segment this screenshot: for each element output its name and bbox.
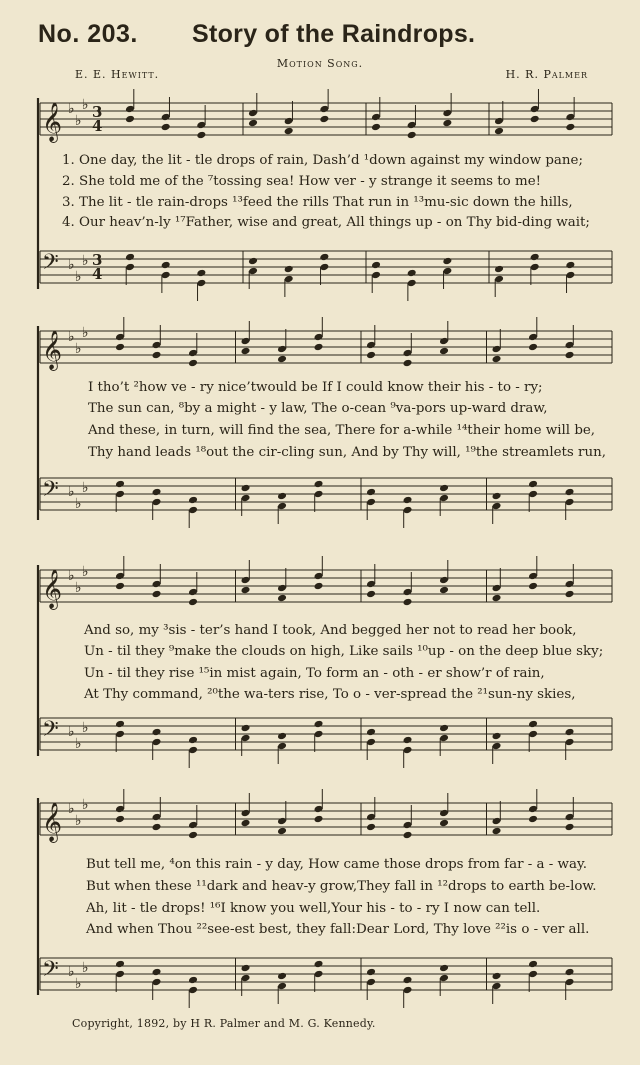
note-head bbox=[366, 351, 376, 360]
note-head bbox=[152, 728, 162, 737]
flat-sign: ♭ bbox=[75, 813, 82, 829]
note-head bbox=[442, 119, 452, 128]
note-head bbox=[565, 590, 575, 599]
note-head bbox=[284, 127, 294, 136]
note-head bbox=[277, 355, 287, 364]
copyright-notice: Copyright, 1892, by H R. Palmer and M. G. Kennedy. bbox=[72, 1017, 376, 1030]
note-head bbox=[371, 123, 381, 132]
note-head bbox=[492, 972, 502, 981]
flat-sign: ♭ bbox=[82, 325, 89, 341]
note-head bbox=[314, 582, 324, 591]
verse-line: And so, my ³sis - ter’s hand I took, And begged her not to read her book, bbox=[84, 623, 577, 638]
note-head bbox=[188, 359, 198, 368]
note-head bbox=[528, 815, 538, 824]
treble-clef: 𝄞 bbox=[42, 802, 63, 842]
note-head bbox=[492, 355, 502, 364]
note-head bbox=[403, 736, 413, 745]
treble-clef: 𝄞 bbox=[42, 569, 63, 609]
note-head bbox=[407, 269, 417, 278]
note-head bbox=[439, 819, 449, 828]
flat-sign: ♭ bbox=[82, 253, 89, 269]
verse-line: Thy hand leads ¹⁸out the cir-cling sun, And by Thy will, ¹⁹the streamlets run, bbox=[88, 445, 606, 460]
flat-sign: ♭ bbox=[82, 480, 89, 496]
note-head bbox=[161, 261, 171, 270]
note-head bbox=[528, 343, 538, 352]
note-head bbox=[115, 582, 125, 591]
verse-line: Ah, lit - tle drops! ¹⁶I know you well,Your his - to - ry I now can tell. bbox=[86, 901, 541, 916]
treble-clef: 𝄞 bbox=[42, 102, 63, 142]
verse-line: Un - til they ⁹make the clouds on high, Like sails ¹⁰up - on the deep blue sky; bbox=[84, 644, 604, 659]
time-signature: 3 bbox=[92, 103, 103, 121]
note-head bbox=[366, 728, 376, 737]
flat-sign: ♭ bbox=[75, 341, 82, 357]
verse-line: At Thy command, ²⁰the wa-ters rise, To o - ver-spread the ²¹sun-ny skies, bbox=[84, 687, 576, 702]
bass-clef: 𝄢 bbox=[42, 717, 59, 747]
verse-line: I tho’t ²how ve - ry nice’twould be If I could know their his - to - ry; bbox=[88, 380, 543, 395]
flat-sign: ♭ bbox=[75, 113, 82, 129]
note-head bbox=[115, 815, 125, 824]
bass-clef: 𝄢 bbox=[42, 957, 59, 987]
note-head bbox=[241, 347, 251, 356]
note-head bbox=[314, 960, 324, 969]
note-head bbox=[439, 484, 449, 493]
note-head bbox=[161, 123, 171, 132]
note-head bbox=[248, 119, 258, 128]
note-head bbox=[565, 728, 575, 737]
flat-sign: ♭ bbox=[75, 269, 82, 285]
verse-line: But when these ¹¹dark and heav-y grow,They fall in ¹²drops to earth be-low. bbox=[86, 879, 597, 894]
hymn-title: Story of the Raindrops. bbox=[192, 20, 476, 48]
note-head bbox=[152, 488, 162, 497]
note-head bbox=[314, 815, 324, 824]
note-head bbox=[125, 115, 135, 124]
note-head bbox=[277, 732, 287, 741]
lyricist: E. E. Hewitt. bbox=[75, 68, 160, 81]
note-head bbox=[403, 976, 413, 985]
flat-sign: ♭ bbox=[75, 496, 82, 512]
note-head bbox=[248, 257, 258, 266]
verse-line: 3. The lit - tle rain-drops ¹³feed the rills That run in ¹³mu-sic down the hills, bbox=[62, 195, 573, 210]
note-head bbox=[492, 732, 502, 741]
note-head bbox=[241, 724, 251, 733]
time-signature: 4 bbox=[92, 117, 103, 135]
note-head bbox=[188, 831, 198, 840]
note-head bbox=[188, 976, 198, 985]
note-head bbox=[528, 480, 538, 489]
note-head bbox=[528, 582, 538, 591]
note-head bbox=[366, 823, 376, 832]
flat-sign: ♭ bbox=[75, 976, 82, 992]
verse-line: But tell me, ⁴on this rain - y day, How came those drops from far - a - way. bbox=[86, 857, 588, 872]
verse-line: And when Thou ²²see-est best, they fall:Dear Lord, Thy love ²²is o - ver all. bbox=[86, 922, 590, 937]
note-head bbox=[152, 823, 162, 832]
note-head bbox=[241, 586, 251, 595]
flat-sign: ♭ bbox=[68, 101, 75, 117]
flat-sign: ♭ bbox=[82, 97, 89, 113]
note-head bbox=[241, 484, 251, 493]
note-head bbox=[314, 480, 324, 489]
note-head bbox=[565, 968, 575, 977]
note-head bbox=[528, 960, 538, 969]
note-head bbox=[407, 131, 417, 140]
flat-sign: ♭ bbox=[82, 797, 89, 813]
note-head bbox=[115, 343, 125, 352]
note-head bbox=[565, 823, 575, 832]
time-signature: 3 bbox=[92, 251, 103, 269]
note-head bbox=[277, 594, 287, 603]
note-head bbox=[277, 972, 287, 981]
note-head bbox=[196, 131, 206, 140]
note-head bbox=[492, 827, 502, 836]
note-head bbox=[439, 347, 449, 356]
note-head bbox=[565, 488, 575, 497]
flat-sign: ♭ bbox=[68, 329, 75, 345]
flat-sign: ♭ bbox=[82, 564, 89, 580]
note-head bbox=[152, 968, 162, 977]
note-head bbox=[492, 594, 502, 603]
note-head bbox=[439, 586, 449, 595]
note-head bbox=[403, 359, 413, 368]
note-head bbox=[188, 496, 198, 505]
note-head bbox=[188, 598, 198, 607]
flat-sign: ♭ bbox=[68, 568, 75, 584]
note-head bbox=[152, 351, 162, 360]
note-head bbox=[115, 960, 125, 969]
time-signature: 4 bbox=[92, 265, 103, 283]
note-head bbox=[241, 819, 251, 828]
note-head bbox=[371, 261, 381, 270]
verse-line: 2. She told me of the ⁷tossing sea! How ver - y strange it seems to me! bbox=[62, 174, 542, 189]
treble-clef: 𝄞 bbox=[42, 330, 63, 370]
flat-sign: ♭ bbox=[68, 257, 75, 273]
note-head bbox=[241, 964, 251, 973]
note-head bbox=[125, 253, 135, 262]
verse-line: 4. Our heav’n-ly ¹⁷Father, wise and great, All things up - on Thy bid-ding wait; bbox=[62, 215, 590, 230]
note-head bbox=[277, 827, 287, 836]
composer: H. R. Palmer bbox=[505, 68, 588, 81]
note-head bbox=[565, 261, 575, 270]
hymn-subtitle: Motion Song. bbox=[276, 57, 364, 70]
note-head bbox=[403, 496, 413, 505]
flat-sign: ♭ bbox=[75, 580, 82, 596]
bass-clef: 𝄢 bbox=[42, 477, 59, 507]
note-head bbox=[319, 115, 329, 124]
note-head bbox=[492, 492, 502, 501]
note-head bbox=[314, 343, 324, 352]
verse-line: And these, in turn, will find the sea, There for a-while ¹⁴their home will be, bbox=[88, 423, 596, 438]
note-head bbox=[115, 480, 125, 489]
hymn-number: No. 203. bbox=[38, 20, 138, 48]
bass-clef: 𝄢 bbox=[42, 250, 59, 280]
note-head bbox=[188, 736, 198, 745]
note-head bbox=[528, 720, 538, 729]
verse-line: Un - til they rise ¹⁵in mist again, To form an - oth - er show’r of rain, bbox=[84, 666, 545, 681]
note-head bbox=[530, 115, 540, 124]
note-head bbox=[530, 253, 540, 262]
note-head bbox=[366, 968, 376, 977]
note-head bbox=[442, 257, 452, 266]
note-head bbox=[403, 831, 413, 840]
flat-sign: ♭ bbox=[68, 484, 75, 500]
note-head bbox=[319, 253, 329, 262]
note-head bbox=[366, 488, 376, 497]
flat-sign: ♭ bbox=[75, 736, 82, 752]
verse-line: The sun can, ⁸by a might - y law, The o-cean ⁹va-pors up-ward draw, bbox=[88, 401, 548, 416]
note-head bbox=[366, 590, 376, 599]
flat-sign: ♭ bbox=[82, 720, 89, 736]
flat-sign: ♭ bbox=[82, 960, 89, 976]
flat-sign: ♭ bbox=[68, 964, 75, 980]
verse-line: 1. One day, the lit - tle drops of rain, Dash’d ¹down against my window pane; bbox=[62, 153, 583, 168]
note-head bbox=[284, 265, 294, 274]
note-head bbox=[115, 720, 125, 729]
note-head bbox=[494, 265, 504, 274]
flat-sign: ♭ bbox=[68, 801, 75, 817]
note-head bbox=[439, 964, 449, 973]
note-head bbox=[152, 590, 162, 599]
note-head bbox=[565, 123, 575, 132]
note-head bbox=[277, 492, 287, 501]
note-head bbox=[314, 720, 324, 729]
note-head bbox=[565, 351, 575, 360]
note-head bbox=[403, 598, 413, 607]
note-head bbox=[494, 127, 504, 136]
flat-sign: ♭ bbox=[68, 724, 75, 740]
note-head bbox=[439, 724, 449, 733]
note-head bbox=[196, 269, 206, 278]
